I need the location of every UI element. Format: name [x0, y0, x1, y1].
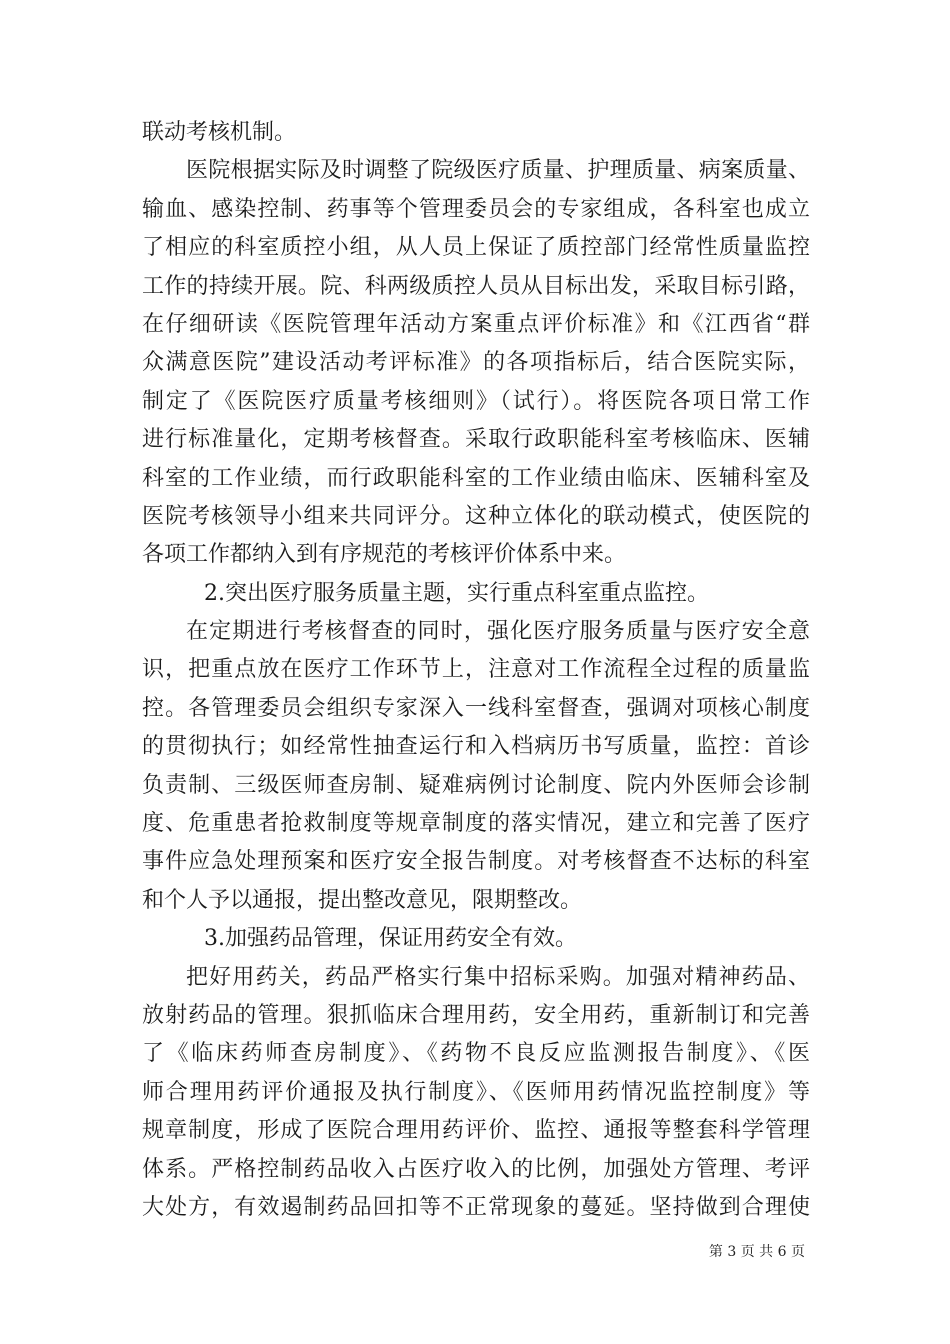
text-line: 负责制、三级医师查房制、疑难病例讨论制度、院内外医师会诊制	[142, 772, 810, 798]
text-line: 医院考核领导小组来共同评分。这种立体化的联动模式，使医院的	[142, 503, 810, 529]
text-line: 在定期进行考核督查的同时，强化医疗服务质量与医疗安全意	[186, 619, 810, 645]
section-heading: 2.突出医疗服务质量主题，实行重点科室重点监控。	[204, 580, 709, 606]
text-line: 联动考核机制。	[142, 120, 297, 145]
text-line: 输血、感染控制、药事等个管理委员会的专家组成，各科室也成立	[142, 196, 810, 222]
text-line: 了《临床药师查房制度》、《药物不良反应监测报告制度》、《医	[142, 1041, 810, 1067]
text-line: 识，把重点放在医疗工作环节上，注意对工作流程全过程的质量监	[142, 657, 810, 683]
text-line: 进行标准量化，定期考核督查。采取行政职能科室考核临床、医辅	[142, 427, 810, 453]
text-line: 在仔细研读《医院管理年活动方案重点评价标准》和《江西省“群	[142, 311, 810, 337]
body-text	[142, 114, 810, 1227]
section-heading: 3.加强药品管理，保证用药安全有效。	[204, 926, 577, 952]
page-number: 第 3 页 共 6 页	[708, 1244, 805, 1260]
text-line: 医院根据实际及时调整了院级医疗质量、护理质量、病案质量、	[186, 158, 810, 184]
text-line: 制定了《医院医疗质量考核细则》（试行）。将医院各项日常工作	[142, 388, 810, 414]
text-line: 事件应急处理预案和医疗安全报告制度。对考核督查不达标的科室	[142, 849, 810, 875]
text-line: 众满意医院”建设活动考评标准》的各项指标后，结合医院实际，	[142, 350, 810, 376]
text-line: 体系。严格控制药品收入占医疗收入的比例，加强处方管理、考评	[142, 1156, 810, 1182]
text-line: 的贯彻执行；如经常性抽查运行和入档病历书写质量，监控：首诊	[142, 734, 810, 760]
text-line: 把好用药关，药品严格实行集中招标采购。加强对精神药品、	[186, 964, 810, 990]
text-line: 大处方，有效遏制药品回扣等不正常现象的蔓延。坚持做到合理使	[142, 1194, 810, 1220]
text-line: 工作的持续开展。院、科两级质控人员从目标出发，采取目标引路，	[142, 273, 810, 299]
text-line: 科室的工作业绩，而行政职能科室的工作业绩由临床、医辅科室及	[142, 465, 810, 491]
text-line: 度、危重患者抢救制度等规章制度的落实情况，建立和完善了医疗	[142, 811, 810, 837]
text-line: 控。各管理委员会组织专家深入一线科室督查，强调对项核心制度	[142, 695, 810, 721]
text-line: 各项工作都纳入到有序规范的考核评价体系中来。	[142, 542, 627, 568]
text-line: 师合理用药评价通报及执行制度》、《医师用药情况监控制度》等	[142, 1079, 810, 1105]
text-line: 了相应的科室质控小组，从人员上保证了质控部门经常性质量监控	[142, 235, 810, 261]
text-line: 和个人予以通报，提出整改意见，限期整改。	[142, 887, 583, 913]
text-line: 规章制度，形成了医院合理用药评价、监控、通报等整套科学管理	[142, 1118, 810, 1144]
text-line: 放射药品的管理。狠抓临床合理用药，安全用药，重新制订和完善	[142, 1002, 810, 1028]
